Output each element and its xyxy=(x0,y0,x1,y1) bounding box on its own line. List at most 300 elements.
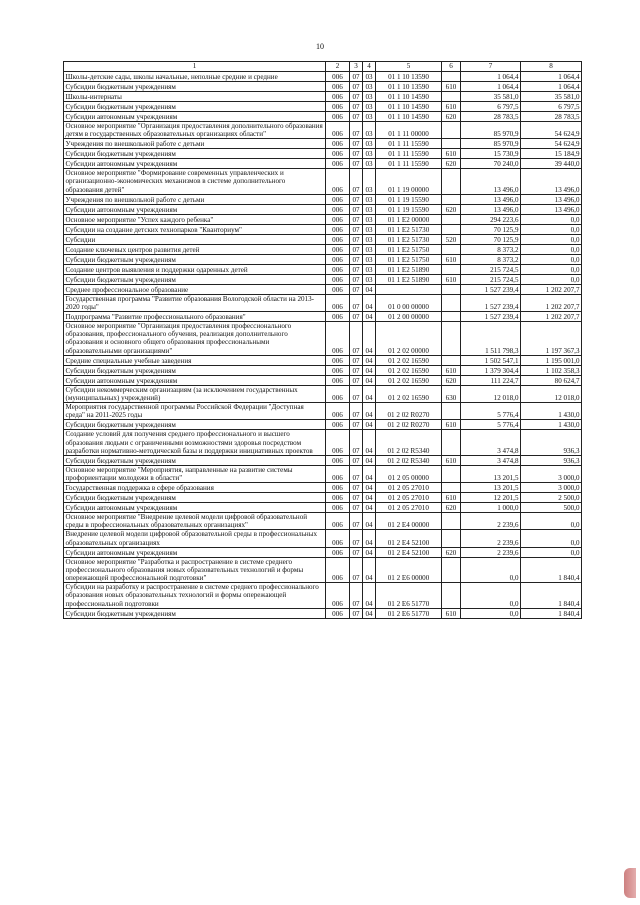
row-subsection: 04 xyxy=(363,294,376,311)
row-name: Внедрение целевой модели цифровой образовательной среды в профессиональных образовательных организациях xyxy=(64,530,326,547)
row-expense-type xyxy=(442,139,461,149)
row-ministry: 006 xyxy=(326,583,350,608)
row-target-article: 01 2 E4 52100 xyxy=(376,547,442,557)
row-section: 07 xyxy=(350,547,363,557)
row-amount-year2: 1 430,0 xyxy=(521,420,582,430)
row-name: Субсидии некоммерческим организациям (за исключением государственных (муниципальных) учреждений) xyxy=(64,385,326,402)
table-row xyxy=(64,530,582,547)
row-expense-type xyxy=(442,312,461,322)
row-target-article: 01 2 05 27010 xyxy=(376,503,442,513)
row-subsection: 03 xyxy=(363,274,376,284)
row-expense-type xyxy=(442,483,461,493)
table-row xyxy=(64,159,582,169)
row-ministry: 006 xyxy=(326,244,350,254)
row-section: 07 xyxy=(350,264,363,274)
table-row xyxy=(64,204,582,214)
row-section: 07 xyxy=(350,503,363,513)
row-target-article: 01 2 E4 00000 xyxy=(376,513,442,530)
row-name: Субсидии на разработку и распространение в системе среднего профессионального образования новых образовательных технологий и формы опережающей профессиональной подготовки xyxy=(64,583,326,608)
table-row xyxy=(64,112,582,122)
row-ministry: 006 xyxy=(326,214,350,224)
row-name: Подпрограмма "Развитие профессионального образования" xyxy=(64,312,326,322)
row-section: 07 xyxy=(350,244,363,254)
row-ministry: 006 xyxy=(326,608,350,618)
table-row xyxy=(64,322,582,356)
table-row xyxy=(64,82,582,92)
row-ministry: 006 xyxy=(326,385,350,402)
row-ministry: 006 xyxy=(326,82,350,92)
row-name: Основное мероприятие "Организация предоставления дополнительного образования детям в государственных образовательных организациях области" xyxy=(64,122,326,139)
row-target-article: 01 1 10 13590 xyxy=(376,72,442,82)
row-expense-type: 610 xyxy=(442,608,461,618)
row-ministry: 006 xyxy=(326,465,350,482)
row-subsection: 04 xyxy=(363,483,376,493)
row-ministry: 006 xyxy=(326,234,350,244)
row-amount-year1: 5 776,4 xyxy=(461,420,521,430)
row-name: Субсидии автономным учреждениям xyxy=(64,547,326,557)
table-row xyxy=(64,455,582,465)
row-section: 07 xyxy=(350,455,363,465)
row-amount-year2: 80 624,7 xyxy=(521,375,582,385)
row-subsection: 03 xyxy=(363,264,376,274)
row-ministry: 006 xyxy=(326,122,350,139)
row-expense-type: 610 xyxy=(442,274,461,284)
row-name: Школы-детские сады, школы начальные, неполные средние и средние xyxy=(64,72,326,82)
row-subsection: 04 xyxy=(363,455,376,465)
table-row xyxy=(64,169,582,194)
row-amount-year2: 0,0 xyxy=(521,274,582,284)
row-ministry: 006 xyxy=(326,547,350,557)
row-target-article: 01 2 02 R0270 xyxy=(376,420,442,430)
row-section: 07 xyxy=(350,608,363,618)
row-target-article: 01 2 02 R5340 xyxy=(376,430,442,455)
row-target-article: 01 2 05 27010 xyxy=(376,493,442,503)
row-section: 07 xyxy=(350,92,363,102)
row-amount-year2: 1 064,4 xyxy=(521,72,582,82)
row-amount-year1: 215 724,5 xyxy=(461,274,521,284)
row-amount-year1: 12 201,5 xyxy=(461,493,521,503)
row-target-article: 01 1 10 14590 xyxy=(376,92,442,102)
row-amount-year2: 500,0 xyxy=(521,503,582,513)
row-subsection: 04 xyxy=(363,365,376,375)
row-name: Субсидии бюджетным учреждениям xyxy=(64,82,326,92)
table-row xyxy=(64,312,582,322)
row-ministry: 006 xyxy=(326,264,350,274)
row-amount-year2: 1 430,0 xyxy=(521,403,582,420)
column-header: 1 xyxy=(64,62,326,72)
row-expense-type xyxy=(442,92,461,102)
column-header: 2 xyxy=(326,62,350,72)
row-section: 07 xyxy=(350,284,363,294)
row-section: 07 xyxy=(350,583,363,608)
row-subsection: 03 xyxy=(363,92,376,102)
row-ministry: 006 xyxy=(326,204,350,214)
table-row xyxy=(64,244,582,254)
row-amount-year1: 2 239,6 xyxy=(461,530,521,547)
row-amount-year2: 54 624,9 xyxy=(521,122,582,139)
table-row xyxy=(64,375,582,385)
row-subsection: 03 xyxy=(363,149,376,159)
row-section: 07 xyxy=(350,254,363,264)
row-ministry: 006 xyxy=(326,430,350,455)
row-amount-year1: 6 797,5 xyxy=(461,102,521,112)
row-expense-type xyxy=(442,72,461,82)
row-name: Основное мероприятие "Организация предоставления профессионального образования, профессионального обучения, реализация дополнительного образования и основного общего образования профессиональными образовательными организациями" xyxy=(64,322,326,356)
row-amount-year2: 1 197 367,3 xyxy=(521,322,582,356)
row-ministry: 006 xyxy=(326,420,350,430)
table-row xyxy=(64,149,582,159)
row-amount-year2: 28 783,5 xyxy=(521,112,582,122)
row-amount-year2: 0,0 xyxy=(521,513,582,530)
row-amount-year1: 85 970,9 xyxy=(461,139,521,149)
row-amount-year1: 13 496,0 xyxy=(461,169,521,194)
budget-table xyxy=(63,61,582,619)
row-amount-year1: 5 776,4 xyxy=(461,403,521,420)
row-expense-type xyxy=(442,244,461,254)
row-section: 07 xyxy=(350,194,363,204)
row-subsection: 03 xyxy=(363,204,376,214)
column-header: 7 xyxy=(461,62,521,72)
row-section: 07 xyxy=(350,375,363,385)
row-name: Учреждения по внешкольной работе с детьми xyxy=(64,194,326,204)
row-subsection: 04 xyxy=(363,375,376,385)
row-amount-year1: 35 581,0 xyxy=(461,92,521,102)
row-amount-year1: 215 724,5 xyxy=(461,264,521,274)
row-section: 07 xyxy=(350,72,363,82)
table-row xyxy=(64,513,582,530)
row-amount-year2: 936,3 xyxy=(521,455,582,465)
table-row xyxy=(64,274,582,284)
row-ministry: 006 xyxy=(326,483,350,493)
row-amount-year2: 0,0 xyxy=(521,530,582,547)
row-expense-type xyxy=(442,583,461,608)
row-amount-year2: 1 202 207,7 xyxy=(521,312,582,322)
row-target-article: 01 1 11 15590 xyxy=(376,149,442,159)
row-target-article: 01 2 E6 00000 xyxy=(376,557,442,582)
table-row xyxy=(64,102,582,112)
row-section: 07 xyxy=(350,355,363,365)
row-amount-year1: 1 379 304,4 xyxy=(461,365,521,375)
row-ministry: 006 xyxy=(326,284,350,294)
row-amount-year2: 6 797,5 xyxy=(521,102,582,112)
row-target-article: 01 2 02 00000 xyxy=(376,322,442,356)
row-ministry: 006 xyxy=(326,322,350,356)
row-expense-type: 630 xyxy=(442,385,461,402)
row-target-article: 01 1 19 15590 xyxy=(376,204,442,214)
row-name: Государственная поддержка в сфере образования xyxy=(64,483,326,493)
table-row xyxy=(64,264,582,274)
row-section: 07 xyxy=(350,493,363,503)
row-ministry: 006 xyxy=(326,112,350,122)
table-row xyxy=(64,503,582,513)
row-expense-type: 620 xyxy=(442,375,461,385)
row-name: Субсидии бюджетным учреждениям xyxy=(64,254,326,264)
row-amount-year1: 3 474,8 xyxy=(461,430,521,455)
row-subsection: 03 xyxy=(363,214,376,224)
row-target-article: 01 1 E2 51890 xyxy=(376,274,442,284)
row-target-article: 01 2 02 16590 xyxy=(376,365,442,375)
row-expense-type: 610 xyxy=(442,455,461,465)
row-name: Школы-интернаты xyxy=(64,92,326,102)
row-ministry: 006 xyxy=(326,274,350,284)
table-row xyxy=(64,493,582,503)
row-amount-year1: 8 373,2 xyxy=(461,254,521,264)
row-ministry: 006 xyxy=(326,72,350,82)
table-row xyxy=(64,294,582,311)
row-name: Субсидии бюджетным учреждениям xyxy=(64,420,326,430)
row-target-article: 01 2 02 16590 xyxy=(376,375,442,385)
row-amount-year1: 2 239,6 xyxy=(461,547,521,557)
row-section: 07 xyxy=(350,102,363,112)
row-amount-year1: 70 125,9 xyxy=(461,224,521,234)
row-amount-year1: 0,0 xyxy=(461,583,521,608)
row-amount-year1: 1 511 798,3 xyxy=(461,322,521,356)
row-name: Субсидии бюджетным учреждениям xyxy=(64,149,326,159)
row-target-article: 01 2 02 16590 xyxy=(376,385,442,402)
row-target-article: 01 1 19 00000 xyxy=(376,169,442,194)
row-subsection: 03 xyxy=(363,159,376,169)
row-name: Субсидии бюджетным учреждениям xyxy=(64,608,326,618)
row-subsection: 04 xyxy=(363,465,376,482)
row-amount-year1: 8 373,2 xyxy=(461,244,521,254)
row-section: 07 xyxy=(350,234,363,244)
row-name: Субсидии автономным учреждениям xyxy=(64,204,326,214)
row-name: Учреждения по внешкольной работе с детьми xyxy=(64,139,326,149)
row-subsection: 04 xyxy=(363,385,376,402)
row-target-article xyxy=(376,284,442,294)
row-section: 07 xyxy=(350,204,363,214)
row-target-article: 01 2 02 16590 xyxy=(376,355,442,365)
row-target-article: 01 2 00 00000 xyxy=(376,312,442,322)
row-expense-type xyxy=(442,294,461,311)
row-expense-type: 610 xyxy=(442,82,461,92)
row-name: Субсидии бюджетным учреждениям xyxy=(64,102,326,112)
table-row xyxy=(64,403,582,420)
row-amount-year1: 0,0 xyxy=(461,608,521,618)
table-row xyxy=(64,194,582,204)
row-expense-type xyxy=(442,530,461,547)
row-amount-year2: 1 202 207,7 xyxy=(521,284,582,294)
row-ministry: 006 xyxy=(326,312,350,322)
row-section: 07 xyxy=(350,530,363,547)
row-name: Субсидии на создание детских технопарков "Кванториум" xyxy=(64,224,326,234)
row-amount-year2: 0,0 xyxy=(521,244,582,254)
table-row xyxy=(64,284,582,294)
row-subsection: 03 xyxy=(363,139,376,149)
row-amount-year1: 1 527 239,4 xyxy=(461,294,521,311)
row-target-article: 01 2 02 R5340 xyxy=(376,455,442,465)
column-header: 6 xyxy=(442,62,461,72)
row-expense-type xyxy=(442,214,461,224)
table-row xyxy=(64,224,582,234)
row-subsection: 04 xyxy=(363,312,376,322)
row-target-article: 01 1 E2 51890 xyxy=(376,264,442,274)
row-subsection: 04 xyxy=(363,557,376,582)
row-amount-year1: 28 783,5 xyxy=(461,112,521,122)
row-amount-year2: 13 496,0 xyxy=(521,169,582,194)
row-expense-type: 610 xyxy=(442,254,461,264)
row-amount-year2: 54 624,9 xyxy=(521,139,582,149)
row-section: 07 xyxy=(350,465,363,482)
row-expense-type xyxy=(442,513,461,530)
row-amount-year2: 3 000,0 xyxy=(521,483,582,493)
row-expense-type: 620 xyxy=(442,503,461,513)
row-expense-type: 610 xyxy=(442,493,461,503)
row-name: Основное мероприятие "Мероприятия, направленные на развитие системы профориентации молодежи в области" xyxy=(64,465,326,482)
row-expense-type xyxy=(442,224,461,234)
row-subsection: 03 xyxy=(363,254,376,264)
row-ministry: 006 xyxy=(326,503,350,513)
table-row xyxy=(64,254,582,264)
row-target-article: 01 1 11 15590 xyxy=(376,139,442,149)
row-expense-type xyxy=(442,284,461,294)
table-row xyxy=(64,385,582,402)
row-ministry: 006 xyxy=(326,194,350,204)
table-row xyxy=(64,214,582,224)
row-amount-year1: 2 239,6 xyxy=(461,513,521,530)
row-subsection: 04 xyxy=(363,493,376,503)
row-ministry: 006 xyxy=(326,375,350,385)
row-amount-year2: 3 000,0 xyxy=(521,465,582,482)
row-target-article: 01 1 E2 51730 xyxy=(376,224,442,234)
row-expense-type: 620 xyxy=(442,204,461,214)
row-section: 07 xyxy=(350,365,363,375)
row-subsection: 03 xyxy=(363,234,376,244)
row-amount-year1: 13 496,0 xyxy=(461,204,521,214)
row-subsection: 04 xyxy=(363,420,376,430)
row-amount-year2: 0,0 xyxy=(521,234,582,244)
row-amount-year1: 13 201,5 xyxy=(461,465,521,482)
row-name: Создание центров выявления и поддержки одаренных детей xyxy=(64,264,326,274)
row-target-article: 01 2 05 00000 xyxy=(376,465,442,482)
row-name: Основное мероприятие "Успех каждого ребенка" xyxy=(64,214,326,224)
row-name: Субсидии бюджетным учреждениям xyxy=(64,493,326,503)
table-row xyxy=(64,583,582,608)
table-row xyxy=(64,139,582,149)
row-subsection: 03 xyxy=(363,122,376,139)
row-expense-type xyxy=(442,465,461,482)
row-ministry: 006 xyxy=(326,224,350,234)
row-expense-type: 610 xyxy=(442,420,461,430)
table-row xyxy=(64,430,582,455)
row-section: 07 xyxy=(350,122,363,139)
page-number: 10 xyxy=(316,42,324,51)
row-amount-year1: 111 224,7 xyxy=(461,375,521,385)
row-subsection: 04 xyxy=(363,530,376,547)
row-subsection: 03 xyxy=(363,112,376,122)
row-amount-year1: 1 000,0 xyxy=(461,503,521,513)
row-subsection: 03 xyxy=(363,194,376,204)
row-amount-year1: 0,0 xyxy=(461,557,521,582)
row-ministry: 006 xyxy=(326,455,350,465)
row-expense-type: 620 xyxy=(442,112,461,122)
row-amount-year2: 12 018,0 xyxy=(521,385,582,402)
row-amount-year1: 294 223,6 xyxy=(461,214,521,224)
row-target-article: 01 1 10 14590 xyxy=(376,102,442,112)
row-expense-type xyxy=(442,403,461,420)
row-amount-year2: 0,0 xyxy=(521,264,582,274)
row-amount-year2: 2 500,0 xyxy=(521,493,582,503)
row-section: 07 xyxy=(350,112,363,122)
row-subsection: 04 xyxy=(363,547,376,557)
table-row xyxy=(64,547,582,557)
row-name: Субсидии автономным учреждениям xyxy=(64,503,326,513)
row-section: 07 xyxy=(350,294,363,311)
row-amount-year1: 13 496,0 xyxy=(461,194,521,204)
row-ministry: 006 xyxy=(326,102,350,112)
row-name: Создание условий для получения среднего профессионального и высшего образования людьми с ограниченными возможностями здоровья посредством разработки нормативно-методической базы и поддержки инициативных проектов xyxy=(64,430,326,455)
row-subsection: 04 xyxy=(363,403,376,420)
row-amount-year2: 1 102 358,3 xyxy=(521,365,582,375)
row-section: 07 xyxy=(350,430,363,455)
row-amount-year2: 0,0 xyxy=(521,547,582,557)
row-target-article: 01 1 10 13590 xyxy=(376,82,442,92)
row-amount-year1: 1 527 239,4 xyxy=(461,312,521,322)
table-row xyxy=(64,72,582,82)
row-amount-year1: 70 240,0 xyxy=(461,159,521,169)
row-expense-type: 620 xyxy=(442,159,461,169)
row-section: 07 xyxy=(350,169,363,194)
row-target-article: 01 2 05 27010 xyxy=(376,483,442,493)
row-section: 07 xyxy=(350,513,363,530)
row-name: Создание ключевых центров развития детей xyxy=(64,244,326,254)
row-amount-year1: 12 018,0 xyxy=(461,385,521,402)
row-name: Государственная программа "Развитие образования Вологодской области на 2013-2020 годы" xyxy=(64,294,326,311)
row-amount-year1: 3 474,8 xyxy=(461,455,521,465)
row-subsection: 03 xyxy=(363,169,376,194)
row-expense-type xyxy=(442,122,461,139)
row-subsection: 04 xyxy=(363,583,376,608)
table-row xyxy=(64,483,582,493)
table-row xyxy=(64,122,582,139)
row-amount-year2: 13 496,0 xyxy=(521,194,582,204)
row-ministry: 006 xyxy=(326,294,350,311)
row-ministry: 006 xyxy=(326,513,350,530)
row-section: 07 xyxy=(350,403,363,420)
row-expense-type xyxy=(442,355,461,365)
row-expense-type: 520 xyxy=(442,234,461,244)
row-name: Основное мероприятие "Формирование современных управленческих и организационно-экономических механизмов в системе дополнительного образования детей" xyxy=(64,169,326,194)
header-row xyxy=(64,62,582,72)
row-ministry: 006 xyxy=(326,254,350,264)
row-ministry: 006 xyxy=(326,159,350,169)
table-row xyxy=(64,420,582,430)
row-subsection: 03 xyxy=(363,102,376,112)
row-target-article: 01 1 E2 00000 xyxy=(376,214,442,224)
row-amount-year2: 1 195 001,0 xyxy=(521,355,582,365)
row-expense-type xyxy=(442,430,461,455)
row-expense-type xyxy=(442,194,461,204)
row-ministry: 006 xyxy=(326,355,350,365)
row-name: Субсидии автономным учреждениям xyxy=(64,375,326,385)
row-expense-type xyxy=(442,169,461,194)
row-expense-type xyxy=(442,264,461,274)
row-name: Субсидии бюджетным учреждениям xyxy=(64,274,326,284)
row-name: Субсидии бюджетным учреждениям xyxy=(64,455,326,465)
row-amount-year1: 1 064,4 xyxy=(461,72,521,82)
row-section: 07 xyxy=(350,224,363,234)
row-target-article: 01 1 E2 51750 xyxy=(376,244,442,254)
row-subsection: 04 xyxy=(363,608,376,618)
row-section: 07 xyxy=(350,159,363,169)
row-name: Средние специальные учебные заведения xyxy=(64,355,326,365)
row-section: 07 xyxy=(350,139,363,149)
row-ministry: 006 xyxy=(326,149,350,159)
row-amount-year2: 936,3 xyxy=(521,430,582,455)
table-row xyxy=(64,355,582,365)
row-expense-type: 620 xyxy=(442,547,461,557)
row-name: Основное мероприятие "Разработка и распространение в системе среднего профессионального образования новых образовательных технологий и формы опережающей профессиональной подготовки" xyxy=(64,557,326,582)
